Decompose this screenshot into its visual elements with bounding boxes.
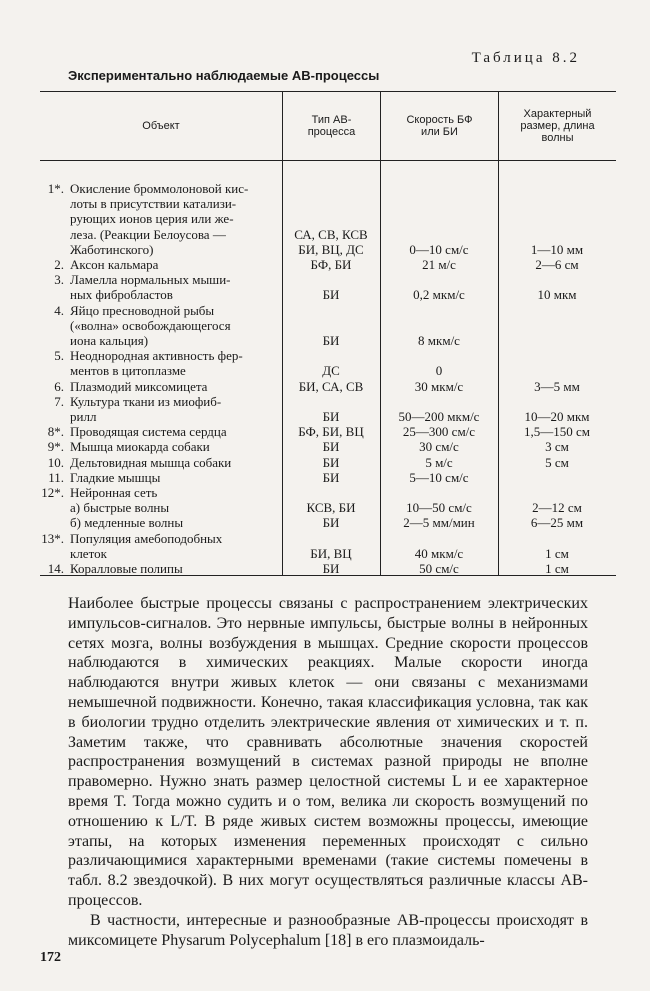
row-object (68, 500, 282, 515)
row-object (68, 561, 282, 576)
row-type (282, 470, 380, 485)
object-line: Проводящая система сердца (70, 424, 227, 440)
object-line: Яйцо пресноводной рыбы (70, 302, 215, 318)
row-number: 7. (54, 393, 64, 409)
table-row (40, 257, 616, 272)
row-speed: 40 мкм/с (414, 545, 464, 561)
row-number: 12*. (41, 485, 64, 501)
object-line: Неоднородная активность фер- (70, 348, 243, 364)
object-line: Ламелла нормальных мыши- (70, 272, 231, 288)
object-line: б) медленные волны (70, 515, 184, 531)
row-object (68, 485, 282, 500)
type-line: БИ, ВЦ, ДС (298, 241, 364, 257)
type-line: БИ (322, 515, 340, 531)
object-line: Мышца миокарда собаки (70, 439, 210, 455)
row-size: 5 см (545, 454, 569, 470)
object-line: Жаботинского) (70, 241, 154, 257)
row-type (282, 181, 380, 257)
type-line: КСВ, БИ (306, 500, 356, 516)
row-speed: 0 (435, 363, 443, 379)
row-object (68, 348, 282, 378)
row-object (68, 515, 282, 530)
header-speed: Скорость БФ или БИ (406, 114, 473, 138)
row-object (68, 455, 282, 470)
row-number: 14. (47, 561, 64, 577)
row-type (282, 424, 380, 439)
row-size: 1,5—150 см (524, 424, 590, 440)
type-line: БИ (322, 469, 340, 485)
row-type (282, 455, 380, 470)
object-line: Коралловые полипы (70, 561, 183, 577)
row-type (282, 394, 380, 424)
page-number: 172 (40, 950, 61, 965)
row-size: 10—20 мкм (524, 409, 590, 425)
row-size: 10 мкм (537, 287, 577, 303)
row-type (282, 348, 380, 378)
row-object (68, 470, 282, 485)
row-number: 2. (54, 257, 64, 273)
type-line: БИ (322, 409, 340, 425)
object-line: Нейронная сеть (70, 485, 158, 501)
header-type: Тип АВ-процесса (307, 114, 356, 138)
row-number: 6. (54, 378, 64, 394)
type-line: СА, СВ, КСВ (294, 226, 368, 242)
row-type (282, 561, 380, 576)
table-row (40, 379, 616, 394)
object-line: Дельтовидная мышца собаки (70, 454, 232, 470)
type-line: БИ (322, 561, 340, 577)
row-object (68, 272, 282, 302)
object-line: («волна» освобождающегося (70, 317, 231, 333)
row-number: 13*. (41, 530, 64, 546)
object-line: Аксон кальмара (70, 257, 159, 273)
table-row (40, 439, 616, 454)
table-row (40, 424, 616, 439)
table-row (40, 181, 616, 257)
table-row (40, 500, 616, 515)
object-line: лоты в присутствии катализи- (70, 196, 237, 212)
row-size: 6—25 мм (530, 515, 584, 531)
row-speed: 25—300 см/с (402, 424, 476, 440)
table-row (40, 485, 616, 500)
row-object (68, 303, 282, 349)
row-number: 9*. (47, 439, 64, 455)
type-line: БФ, БИ, ВЦ (298, 424, 364, 440)
type-line: БИ (322, 454, 340, 470)
row-speed: 21 м/с (422, 257, 456, 273)
header-object: Объект (142, 120, 180, 132)
row-speed: 50 см/с (419, 561, 459, 577)
object-line: Гладкие мышцы (70, 469, 161, 485)
object-line: леза. (Реакции Белоусова — (70, 226, 226, 242)
table-label: Таблица 8.2 (471, 50, 580, 66)
row-type (282, 379, 380, 394)
row-size: 1 см (545, 561, 569, 577)
table-row (40, 561, 616, 576)
object-line: Культура ткани из миофиб- (70, 393, 222, 409)
row-size: 3—5 мм (534, 378, 580, 394)
paragraph-2: В частности, интересные и разнообразные АВ-процессы происходят в миксомицете Physarum Polycephalum [18] в его плазмоидаль- (68, 911, 588, 949)
row-size: 2—6 см (535, 257, 579, 273)
row-size: 2—12 см (532, 500, 582, 516)
row-type (282, 500, 380, 515)
row-size: 1 см (545, 545, 569, 561)
type-line: ДС (322, 363, 340, 379)
type-line: БФ, БИ (310, 257, 352, 273)
row-object (68, 181, 282, 257)
type-line: БИ, ВЦ (310, 545, 352, 561)
table-row (40, 348, 616, 378)
type-line: БИ (322, 439, 340, 455)
row-number: 1*. (47, 181, 64, 196)
row-speed: 8 мкм/с (418, 333, 460, 349)
row-number: 11. (48, 469, 64, 485)
row-speed: 0—10 см/с (409, 241, 469, 257)
row-size: 1—10 мм (530, 241, 584, 257)
row-number: 10. (47, 454, 64, 470)
row-type (282, 515, 380, 530)
row-type (282, 485, 380, 500)
row-speed: 10—50 см/с (406, 500, 472, 516)
object-line: ных фибробластов (70, 287, 173, 303)
row-object (68, 379, 282, 394)
row-speed: 50—200 мкм/с (398, 409, 480, 425)
table-body (40, 181, 616, 576)
row-speed: 0,2 мкм/с (413, 287, 465, 303)
type-line: БИ (322, 333, 340, 349)
table-row (40, 531, 616, 561)
object-line: иона кальция) (70, 333, 149, 349)
row-number: 8*. (47, 424, 64, 440)
table-row (40, 515, 616, 530)
object-line: ментов в цитоплазме (70, 363, 186, 379)
table-row (40, 455, 616, 470)
body-text (68, 594, 588, 950)
row-speed: 30 мкм/с (414, 378, 464, 394)
table-row (40, 394, 616, 424)
row-type (282, 531, 380, 561)
row-speed: 5 м/с (425, 454, 453, 470)
row-number: 3. (54, 272, 64, 288)
row-type (282, 303, 380, 349)
object-line: клеток (70, 545, 107, 561)
row-speed: 2—5 мм/мин (403, 515, 475, 531)
row-number: 4. (54, 302, 64, 318)
table-row (40, 470, 616, 485)
row-type (282, 439, 380, 454)
row-number (40, 500, 68, 515)
row-speed: 30 см/с (419, 439, 459, 455)
object-line: Окисление броммолоновой кис- (70, 181, 249, 196)
object-line: Популяция амебоподобных (70, 530, 223, 546)
row-object (68, 531, 282, 561)
object-line: рующих ионов церия или же- (70, 211, 234, 227)
row-number (40, 515, 68, 530)
table-row (40, 272, 616, 302)
row-object (68, 394, 282, 424)
object-line: рилл (70, 409, 97, 425)
type-line: БИ (322, 287, 340, 303)
header-bottom-rule (40, 160, 616, 161)
header-size: Характерный размер, длина волны (520, 108, 595, 144)
row-object (68, 257, 282, 272)
row-type (282, 272, 380, 302)
paragraph-1: Наиболее быстрые процессы связаны с распространением электрических импульсов-сигналов. Это нервные импульсы, быстрые волны в нейронных сетях мозга, волны возбуждения в мышцах. Средние скорости процессов наблюдаются в химических реакциях. Малые скорости иногда наблюдаются внутри живых клеток — они связаны с механизмами немышечной подвижности. Конечно, такая классификация условна, так как в биологии трудно отделить электрические явления от химических и т. п. Заметим также, что сравнивать абсолютные значения скоростей распространения возмущений в системах разной природы не вполне правомерно. Нужно знать размер целостной системы L и ее характерное время T. Тогда можно судить и о том, велика ли скорость возмущений по отношению к L/T. В ряде живых систем возможны процессы, имеющие этапы, на которых изменения переменных происходят с сильно различающимися характерными временами (такие системы помечены в табл. 8.2 звездочкой). В них могут осуществляться различные классы АВ-процессов. (68, 595, 588, 909)
table-caption: Экспериментально наблюдаемые АВ-процессы (68, 68, 380, 83)
row-speed: 5—10 см/с (409, 469, 469, 485)
type-line: БИ, СА, СВ (298, 378, 364, 394)
object-line: а) быстрые волны (70, 500, 170, 516)
row-type (282, 257, 380, 272)
row-size: 3 см (545, 439, 569, 455)
object-line: Плазмодий миксомицета (70, 378, 208, 394)
table-row (40, 303, 616, 349)
row-object (68, 424, 282, 439)
row-object (68, 439, 282, 454)
row-number: 5. (54, 348, 64, 364)
